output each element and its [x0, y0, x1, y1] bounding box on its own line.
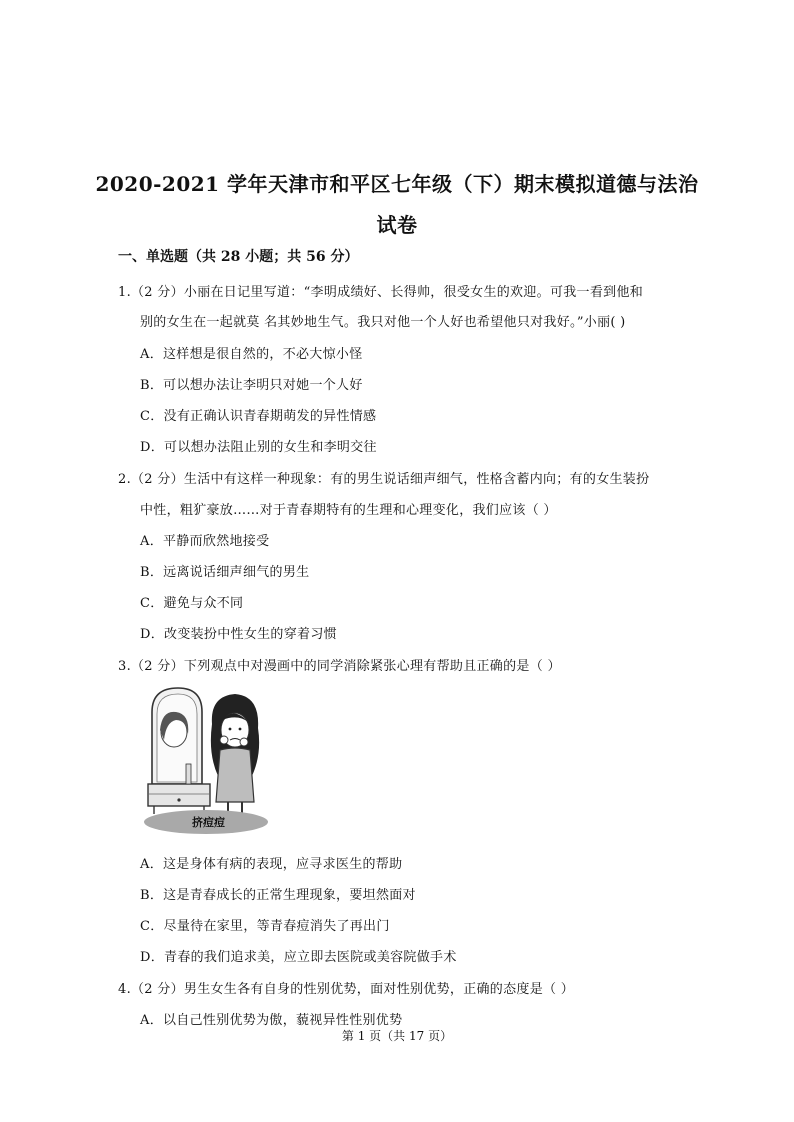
question-2-option-b: B．远离说话细声细气的男生: [140, 565, 310, 580]
question-2-stem-line-1: 2.（2 分）生活中有这样一种现象：有的男生说话细声细气，性格含蓄内向；有的女生装扮: [118, 472, 650, 487]
question-3-option-b: B．这是青春成长的正常生理现象，要坦然面对: [140, 888, 416, 903]
question-1-stem-line-2: 别的女生在一起就莫 名其妙地生气。我只对他一个人好也希望他只对我好。”小丽( ): [140, 315, 626, 330]
exam-title-line-2: 试卷: [376, 213, 418, 237]
question-1-option-b: B．可以想办法让李明只对她一个人好: [140, 378, 363, 393]
question-2-option-a: A．平静而欣然地接受: [140, 534, 270, 549]
exam-title-line-1: 2020-2021 学年天津市和平区七年级（下）期末模拟道德与法治: [95, 172, 699, 196]
question-4-option-a: A．以自己性别优势为傲，藐视异性性别优势: [140, 1013, 403, 1028]
question-4-stem: 4.（2 分）男生女生各有自身的性别优势，面对性别优势，正确的态度是（ ）: [118, 982, 575, 997]
question-2-stem-line-2: 中性，粗犷豪放……对于青春期特有的生理和心理变化，我们应该（ ）: [140, 503, 557, 518]
question-1-stem-line-1: 1.（2 分）小丽在日记里写道：“李明成绩好、长得帅，很受女生的欢迎。可我一看到他和: [118, 285, 644, 300]
question-1-option-d: D．可以想办法阻止别的女生和李明交往: [140, 440, 377, 455]
page-footer: 第 1 页（共 17 页）: [341, 1029, 453, 1043]
question-1-option-a: A．这样想是很自然的，不必大惊小怪: [140, 347, 363, 362]
question-1-option-c: C．没有正确认识青春期萌发的异性情感: [140, 409, 377, 424]
figure-caption: 挤痘痘: [192, 816, 225, 829]
question-3-option-c: C．尽量待在家里，等青春痘消失了再出门: [140, 919, 390, 934]
question-2-option-d: D．改变装扮中性女生的穿着习惯: [140, 627, 337, 642]
cartoon-illustration: [140, 684, 272, 836]
question-2-option-c: C．避免与众不同: [140, 596, 244, 611]
question-3-option-d: D．青春的我们追求美，应立即去医院或美容院做手术: [140, 950, 457, 965]
question-3-option-a: A．这是身体有病的表现，应寻求医生的帮助: [140, 857, 403, 872]
section-heading: 一、单选题（共 28 小题；共 56 分）: [118, 249, 359, 265]
girl-squeezing-pimple-cartoon: [140, 684, 272, 836]
question-3-stem: 3.（2 分）下列观点中对漫画中的同学消除紧张心理有帮助且正确的是（ ）: [118, 659, 561, 674]
